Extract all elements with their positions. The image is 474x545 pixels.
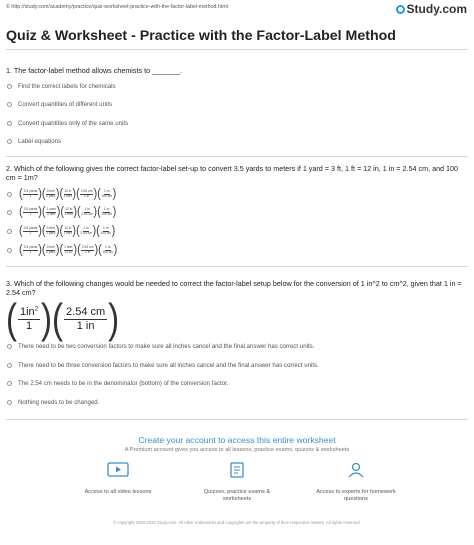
- right-paren: ): [93, 205, 98, 219]
- factor-label-expression: [19, 226, 115, 236]
- conversion-fraction: [23, 227, 38, 235]
- right-paren: ): [73, 243, 78, 257]
- conversion-fraction: [64, 227, 72, 235]
- q1-option[interactable]: [7, 120, 128, 127]
- conversion-fraction: [100, 227, 111, 235]
- left-paren: (: [41, 205, 46, 219]
- right-paren: ): [113, 243, 118, 257]
- q2-option[interactable]: [7, 207, 116, 217]
- copyright-footer: © copyright 2003-2020 Study.com. All other trademarks and copyrights are the property of their respective owners. All rights reserved.: [113, 520, 361, 525]
- setup-denominator: 1: [25, 319, 33, 332]
- left-paren: (: [76, 187, 80, 201]
- conversion-fraction: [64, 246, 73, 254]
- setup-denominator: 1 in: [76, 319, 95, 332]
- feature-video-lessons: [78, 462, 158, 496]
- right-paren: ): [73, 205, 78, 219]
- right-paren: ): [72, 224, 77, 238]
- right-paren: ): [38, 243, 42, 257]
- fraction-numerator: 3.5 yards: [23, 206, 38, 211]
- right-paren: ): [38, 205, 42, 219]
- feature-label: Quizzes, practice exams & worksheets: [203, 489, 271, 502]
- fraction-denominator: 100 cm: [102, 249, 114, 254]
- radio-button[interactable]: [7, 121, 12, 126]
- left-paren: (: [59, 224, 64, 238]
- fraction-denominator: 1 yard: [46, 249, 56, 254]
- factor-label-expression: [19, 245, 117, 255]
- setup-fraction-right: [64, 306, 107, 333]
- fraction-numerator: 3 feet: [46, 244, 55, 249]
- conversion-fraction: [80, 190, 93, 198]
- fraction-denominator: 100 cm: [100, 230, 112, 235]
- video-lessons-icon: [107, 462, 129, 478]
- conversion-fraction: [80, 227, 92, 235]
- conversion-fraction: [23, 190, 38, 198]
- q3-option[interactable]: [7, 399, 99, 406]
- option-label: Convert quantities only of the same units: [18, 120, 129, 127]
- setup-fraction-left: [18, 306, 40, 333]
- fraction-numerator: 3 feet: [46, 188, 55, 193]
- option-label: The 2.54 cm needs to be in the denominator (bottom) of the conversion factor.: [18, 380, 229, 387]
- radio-button[interactable]: [7, 229, 12, 234]
- left-paren: (: [77, 205, 81, 219]
- conversion-fraction: [81, 208, 93, 216]
- right-paren: ): [108, 295, 120, 342]
- fraction-numerator: 3.5 yards: [23, 244, 38, 249]
- question-divider: [6, 419, 468, 420]
- conversion-fraction: [46, 227, 55, 235]
- left-paren: (: [96, 224, 100, 238]
- right-paren: ): [38, 187, 42, 201]
- right-paren: ): [94, 243, 99, 257]
- fraction-numerator: 1 m: [104, 188, 110, 193]
- conversion-fraction: [46, 190, 55, 198]
- fraction-denominator: 1 feet: [63, 193, 72, 198]
- conversion-fraction: [81, 246, 94, 254]
- setup-exponent: 2: [34, 305, 39, 312]
- fraction-denominator: 1: [29, 249, 32, 254]
- right-paren: ): [55, 224, 60, 238]
- left-paren: (: [52, 295, 64, 342]
- page-url: © http://study.com/academy/practice/quiz-worksheet-practice-with-the-factor-label-method.html: [6, 4, 228, 10]
- right-paren: ): [56, 205, 61, 219]
- cta-subtitle: A Premium account gives you access to all lessons, practice exams, quizzes & worksheets: [124, 447, 350, 453]
- left-paren: (: [41, 187, 46, 201]
- conversion-fraction: [64, 190, 72, 198]
- right-paren: ): [55, 243, 60, 257]
- fraction-numerator: 3.5 yards: [23, 225, 38, 230]
- option-label: There need to be three conversion factors to make sure all inches cancel and the final answer has correct units.: [18, 362, 319, 369]
- fraction-denominator: 1: [29, 193, 32, 198]
- option-label: There need to be two conversion factors to make sure all inches cancel and the final answer has correct units.: [18, 343, 315, 350]
- right-paren: ): [55, 187, 60, 201]
- fraction-denominator: 1 feet: [64, 211, 73, 216]
- conversion-fraction: [23, 246, 38, 254]
- left-paren: (: [76, 224, 80, 238]
- option-label: Label equations: [18, 138, 62, 145]
- setup-numerator-text: 1in: [20, 305, 35, 318]
- logo-text: Study.com: [406, 2, 467, 16]
- factor-label-expression: [19, 189, 116, 199]
- fraction-numerator: 1 in: [84, 206, 90, 211]
- conversion-fraction: [102, 246, 113, 254]
- left-paren: (: [97, 187, 101, 201]
- fraction-denominator: 1 in: [84, 249, 91, 254]
- fraction-numerator: 12 in: [64, 188, 72, 193]
- radio-button[interactable]: [7, 192, 12, 197]
- right-paren: ): [112, 205, 117, 219]
- setup-numerator: [18, 306, 40, 320]
- fraction-denominator: 1 yard: [46, 193, 56, 198]
- question-divider: [6, 156, 468, 157]
- left-paren: (: [77, 243, 81, 257]
- left-paren: (: [6, 295, 17, 342]
- fraction-denominator: 1 in: [83, 193, 90, 198]
- fraction-denominator: 12 in: [64, 249, 72, 254]
- fraction-numerator: 1 yard: [46, 206, 56, 211]
- q1-option[interactable]: [7, 138, 61, 145]
- radio-button[interactable]: [7, 248, 12, 253]
- study-logo[interactable]: [396, 2, 467, 16]
- option-label: Nothing needs to be changed.: [18, 399, 100, 406]
- fraction-denominator: 3 feet: [47, 211, 56, 216]
- left-paren: (: [59, 243, 64, 257]
- fraction-numerator: 1 m: [103, 225, 109, 230]
- conversion-fraction: [46, 208, 56, 216]
- question-1-text: 1. The factor-label method allows chemists to _______.: [6, 66, 183, 75]
- feature-label: Access to all video lessons: [84, 489, 152, 495]
- fraction-denominator: 100 cm: [101, 211, 113, 216]
- radio-button[interactable]: [7, 210, 12, 215]
- left-paren: (: [97, 205, 101, 219]
- right-paren: ): [41, 295, 53, 342]
- right-paren: ): [72, 187, 77, 201]
- left-paren: (: [41, 243, 46, 257]
- q3-option[interactable]: [7, 343, 314, 350]
- conversion-fraction: [101, 208, 112, 216]
- fraction-numerator: 1 m: [103, 206, 110, 211]
- left-paren: (: [59, 187, 64, 201]
- q3-option[interactable]: [7, 380, 228, 387]
- question-3-text: 3. Which of the following changes would be needed to correct the factor-label setup below for the conversion of 1 in^2 to cm^2, given that 1 in = 2.54 cm?: [6, 279, 462, 298]
- fraction-numerator: 1 feet: [64, 244, 73, 249]
- radio-button[interactable]: [7, 102, 12, 107]
- feature-label: Access to experts for homework questions: [316, 489, 396, 502]
- fraction-numerator: 1 in: [83, 225, 89, 230]
- conversion-fraction: [65, 208, 73, 216]
- q1-option[interactable]: [7, 83, 116, 90]
- fraction-denominator: 2.54 cm: [80, 230, 92, 235]
- fraction-numerator: 12 in: [65, 206, 73, 211]
- feature-experts: [316, 462, 396, 503]
- radio-button[interactable]: [7, 400, 12, 405]
- q1-option[interactable]: [7, 101, 112, 108]
- conversion-fraction: [23, 208, 38, 216]
- cta-title[interactable]: Create your account to access this entire worksheet: [138, 435, 336, 445]
- quizzes-icon: [226, 462, 248, 478]
- left-paren: (: [19, 205, 23, 219]
- fraction-denominator: 1 yard: [46, 230, 56, 235]
- right-paren: ): [92, 224, 97, 238]
- radio-button[interactable]: [7, 84, 12, 89]
- fraction-denominator: 1: [29, 230, 32, 235]
- radio-button[interactable]: [7, 381, 12, 386]
- q2-option[interactable]: [7, 189, 116, 199]
- setup-numerator: 2.54 cm: [66, 305, 106, 318]
- experts-icon: [345, 462, 367, 478]
- q2-option[interactable]: [7, 226, 115, 236]
- conversion-fraction: [46, 246, 55, 254]
- fraction-numerator: 3.5 yards: [23, 188, 38, 193]
- fraction-denominator: 1 feet: [63, 230, 72, 235]
- fraction-denominator: 1: [29, 211, 32, 216]
- fraction-denominator: 2.54 cm: [81, 211, 93, 216]
- fraction-numerator: 2.54 cm: [81, 244, 94, 249]
- fraction-denominator: 100 cm: [101, 193, 113, 198]
- radio-button[interactable]: [7, 363, 12, 368]
- title-divider: [6, 49, 468, 50]
- fraction-numerator: 2.54 cm: [80, 188, 93, 193]
- left-paren: (: [19, 243, 23, 257]
- feature-quizzes: [197, 462, 277, 503]
- left-paren: (: [41, 224, 46, 238]
- study-logo-icon: [396, 5, 405, 14]
- conversion-fraction: [101, 190, 112, 198]
- left-paren: (: [19, 187, 23, 201]
- left-paren: (: [60, 205, 65, 219]
- factor-label-setup: [6, 295, 120, 342]
- radio-button[interactable]: [7, 344, 12, 349]
- q3-option[interactable]: [7, 362, 319, 369]
- factor-label-expression: [19, 207, 116, 217]
- page-title: Quiz & Worksheet - Practice with the Factor-Label Method: [6, 28, 396, 44]
- fraction-numerator: 12 in: [64, 225, 72, 230]
- right-paren: ): [93, 187, 98, 201]
- fraction-numerator: 1 m: [105, 244, 111, 249]
- radio-button[interactable]: [7, 139, 12, 144]
- option-label: Find the correct labels for chemicals: [18, 83, 116, 90]
- right-paren: ): [112, 187, 117, 201]
- fraction-numerator: 3 feet: [46, 225, 55, 230]
- left-paren: (: [98, 243, 102, 257]
- left-paren: (: [19, 224, 23, 238]
- q2-option[interactable]: [7, 245, 117, 255]
- question-divider: [6, 266, 468, 267]
- right-paren: ): [111, 224, 116, 238]
- question-2-text: 2. Which of the following gives the correct factor-label set-up to convert 3.5 yards to meters if 1 yard = 3 ft, 1 ft = 12 in, 1 in = 2.54 cm, and 100 cm = 1m?: [6, 164, 459, 183]
- right-paren: ): [38, 224, 42, 238]
- option-label: Convert quantities of different units: [18, 101, 113, 108]
